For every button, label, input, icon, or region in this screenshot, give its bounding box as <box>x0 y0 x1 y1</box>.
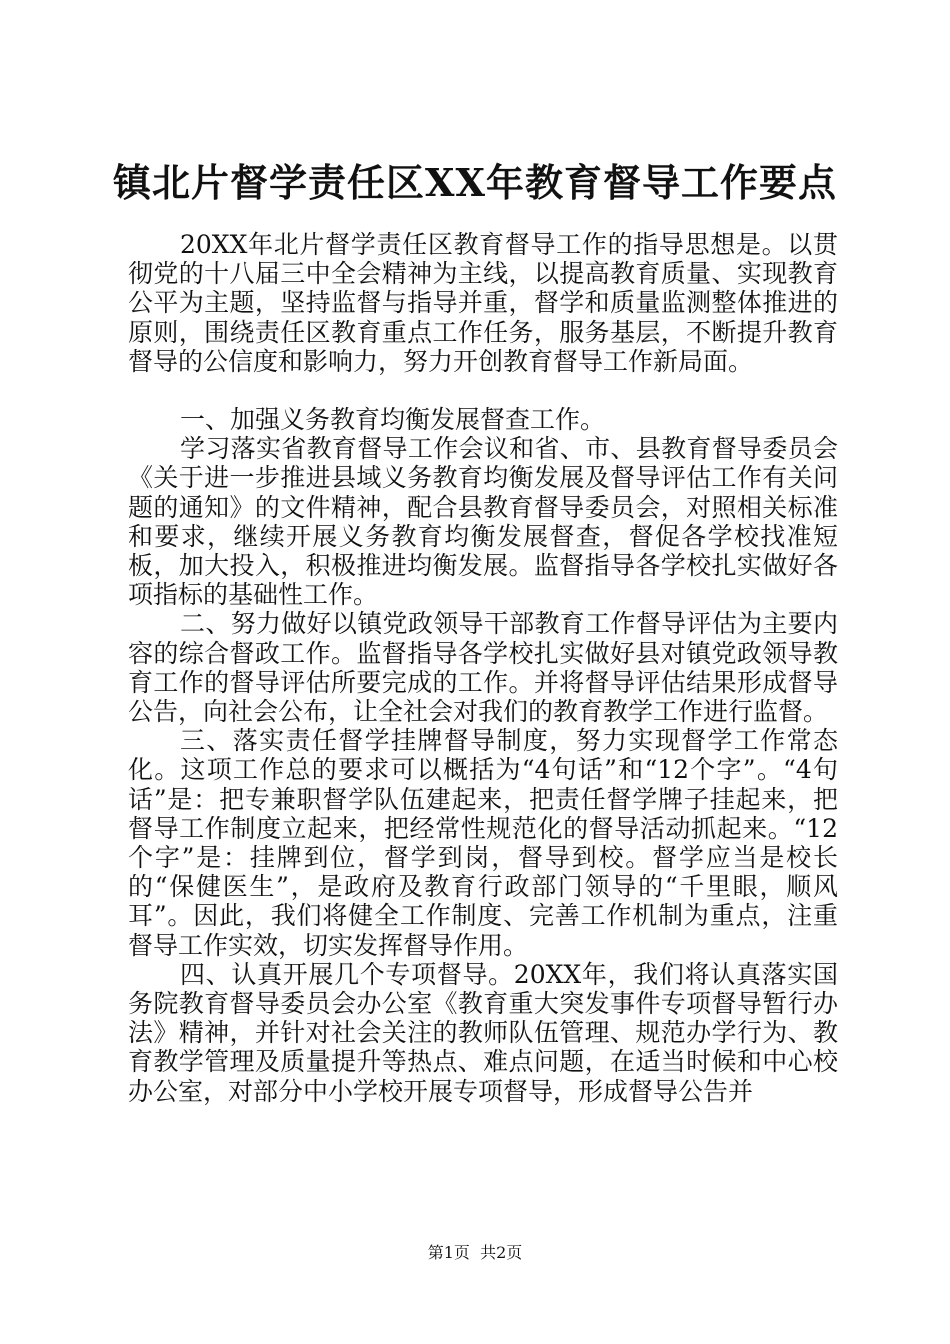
page-title: 镇北片督学责任区XX年教育督导工作要点 <box>113 160 837 205</box>
paragraph-guiding-principle: 20XX年北片督学责任区教育督导工作的指导思想是。以贯彻党的十八届三中全会精神为主线，以提高教育质量、实现教育公平为主题，坚持监督与指导并重，督学和质量监测整体推进的原则，围绕责任区教育重点工作任务，服务基层，不断提升教育督导的公信度和影响力，努力开创教育督导工作新局面。 <box>128 230 838 376</box>
paragraph-section-2: 二、努力做好以镇党政领导干部教育工作督导评估为主要内容的综合督政工作。监督指导各学校扎实做好县对镇党政领导教育工作的督导评估所要完成的工作。并将督导评估结果形成督导公告，向社会公布，让全社会对我们的教育教学工作进行监督。 <box>128 609 838 727</box>
section-heading-1: 一、加强义务教育均衡发展督查工作。 <box>180 405 606 435</box>
paragraph-section-3: 三、落实责任督学挂牌督导制度，努力实现督学工作常态化。这项工作总的要求可以概括为“4句话”和“12个字”。“4句话”是：把专兼职督学队伍建起来，把责任督学牌子挂起来，把督导工作制度立起来，把经常性规范化的督导活动抓起来。“12个字”是：挂牌到位，督学到岗，督导到校。督学应当是校长的“保健医生”，是政府及教育行政部门领导的“千里眼，顺风耳”。因此，我们将健全工作制度、完善工作机制为重点，注重督导工作实效，切实发挥督导作用。 <box>128 726 838 960</box>
page-footer <box>0 1242 950 1264</box>
page-number: 第1页 <box>427 1243 470 1262</box>
paragraph-section-1: 学习落实省教育督导工作会议和省、市、县教育督导委员会《关于进一步推进县域义务教育均衡发展及督导评估工作有关问题的通知》的文件精神，配合县教育督导委员会，对照相关标准和要求，继续开展义务教育均衡发展督查，督促各学校找准短板，加大投入，积极推进均衡发展。监督指导各学校扎实做好各项指标的基础性工作。 <box>128 434 838 610</box>
page-total: 共2页 <box>480 1243 523 1262</box>
document-body <box>128 230 838 1106</box>
paragraph-section-4: 四、认真开展几个专项督导。20XX年，我们将认真落实国务院教育督导委员会办公室《教育重大突发事件专项督导暂行办法》精神，并针对社会关注的教师队伍管理、规范办学行为、教育教学管理及质量提升等热点、难点问题，在适当时候和中心校办公室，对部分中小学校开展专项督导，形成督导公告并 <box>128 959 838 1106</box>
